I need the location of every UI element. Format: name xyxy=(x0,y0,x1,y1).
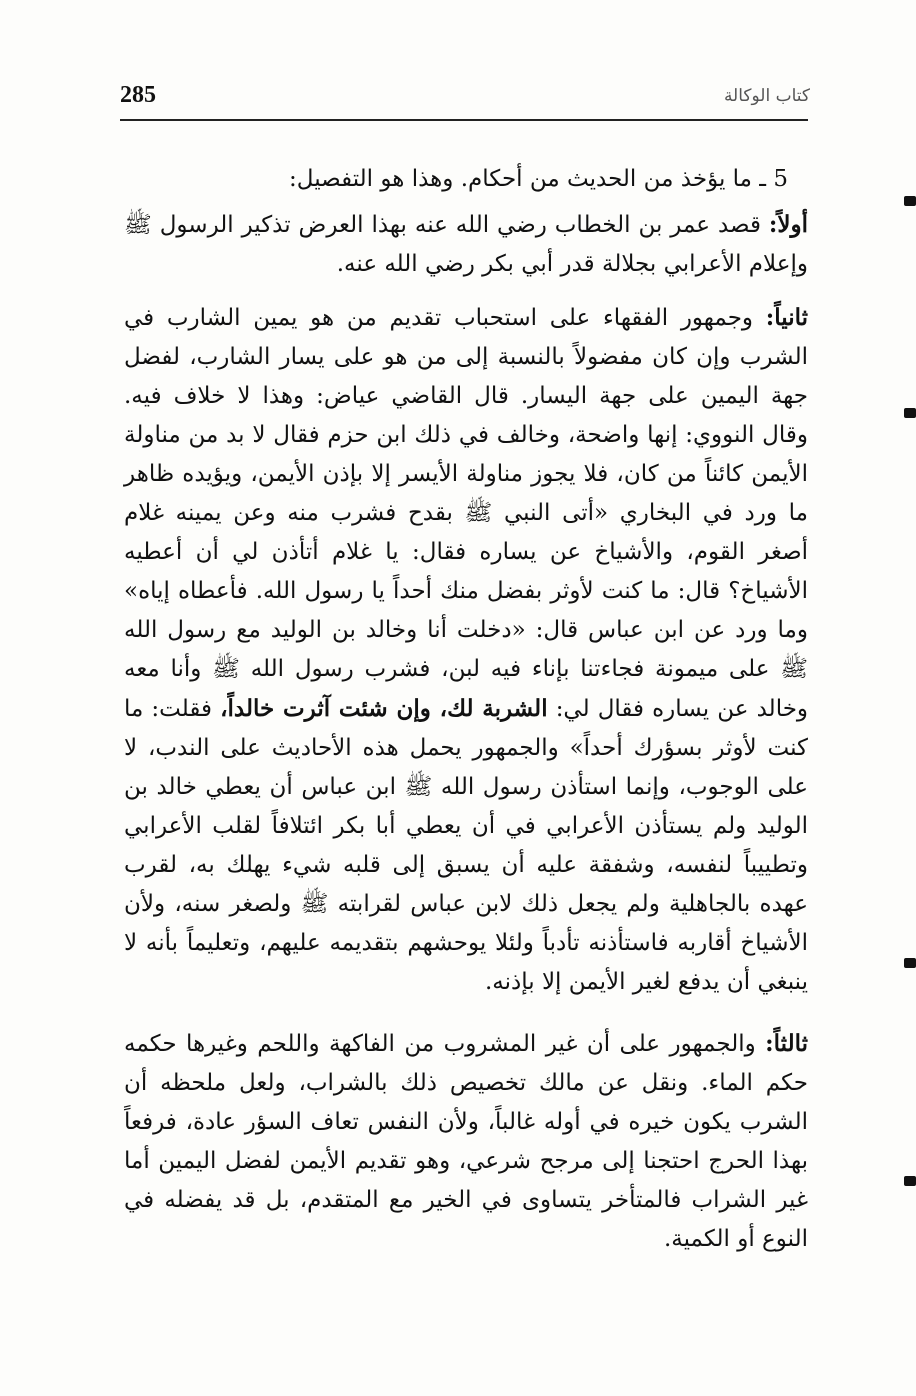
paragraph-second-text-a: وجمهور الفقهاء على استحباب تقديم من هو يمين الشارب في الشرب وإن كان مفضولاً بالنسبة إلى من هو على يسار الشارب، لفضل جهة اليمين على جهة اليسار. قال القاضي عياض: وهذا لا خلاف فيه. وقال النووي: إنها واضحة، وخالف في ذلك ابن حزم فقال لا بد من مناولة الأيمن كائناً من كان، فلا يجوز مناولة الأيسر إلا بإذن الأيمن، ويؤيده ظاهر ما ورد في البخاري «أتى النبي ﷺ بقدح فشرب منه وعن يمينه غلام أصغر القوم، والأشياخ عن يساره فقال: يا غلام أتأذن لي أن أعطيه الأشياخ؟ قال: ما كنت لأوثر بفضل منك أحداً يا رسول الله. فأعطاه إياه» وما ورد عن ابن عباس قال: «دخلت أنا وخالد بن الوليد مع رسول الله ﷺ على ميمونة فجاءتنا بإناء فيه لبن، فشرب رسول الله ﷺ وأنا معه وخالد عن يساره فقال لي: xyxy=(124,305,809,722)
margin-mark xyxy=(904,408,916,418)
paragraph-second-bold-quote: الشربة لك، وإن شئت آثرت خالداً، xyxy=(220,695,548,722)
paragraph-first-lead: أولاً: xyxy=(768,211,808,238)
paragraph-third-lead: ثالثاً: xyxy=(765,1030,809,1057)
paragraph-second-text-b: فقلت: ما كنت لأوثر بسؤرك أحداً» والجمهور يحمل هذه الأحاديث على الندب، لا على الوجوب، وإنما استأذن رسول الله ﷺ ابن عباس أن يعطي خالد بن الوليد ولم يستأذن الأعرابي في أن يعطي أبا بكر ائتلافاً لقلب الأعرابي وتطييباً لنفسه، وشفقة عليه أن يسبق إلى قلبه شيء يهلك به، لقرب عهده بالجاهلية ولم يجعل ذلك لابن عباس لقرابته ﷺ ولصغر سنه، ولأن الأشياخ أقاربه فاستأذنه تأدباً ولئلا يوحشهم بتقديمه عليهم، وتعليماً بأنه لا ينبغي أن يدفع لغير الأيمن إلا بإذنه. xyxy=(124,696,808,995)
page-number: 285 xyxy=(120,82,156,108)
paragraph-first-text: قصد عمر بن الخطاب رضي الله عنه بهذا العرض تذكير الرسول ﷺ وإعلام الأعرابي بجلالة قدر أبي بكر رضي الله عنه. xyxy=(124,212,808,277)
margin-mark xyxy=(904,958,916,968)
paragraph-second xyxy=(124,298,808,1002)
paragraph-first xyxy=(124,205,808,284)
page-body xyxy=(124,160,808,1259)
header-rule xyxy=(120,119,808,121)
margin-mark xyxy=(904,1176,916,1186)
margin-mark xyxy=(904,196,916,206)
paragraph-third xyxy=(124,1024,808,1259)
page-header xyxy=(120,82,810,116)
paragraph-second-lead: ثانياً: xyxy=(765,304,809,331)
paragraph-third-text: والجمهور على أن غير المشروب من الفاكهة واللحم وغيرها حكمه حكم الماء. ونقل عن مالك تخصيص ذلك بالشراب، ولعل ملحظه أن الشرب يكون خيره في أوله غالباً، ولأن النفس تعاف السؤر عادة، فرفعاً بهذا الحرج احتجنا إلى مرجح شرعي، وهو تقديم الأيمن لفضل اليمين أما غير الشراب فالمتأخر يتساوى في الخير مع المتقدم، بل قد يفضله في النوع أو الكمية. xyxy=(124,1031,808,1252)
intro-line: 5 ـ ما يؤخذ من الحديث من أحكام. وهذا هو التفصيل: xyxy=(289,166,788,192)
running-title: كتاب الوكالة xyxy=(723,86,810,106)
